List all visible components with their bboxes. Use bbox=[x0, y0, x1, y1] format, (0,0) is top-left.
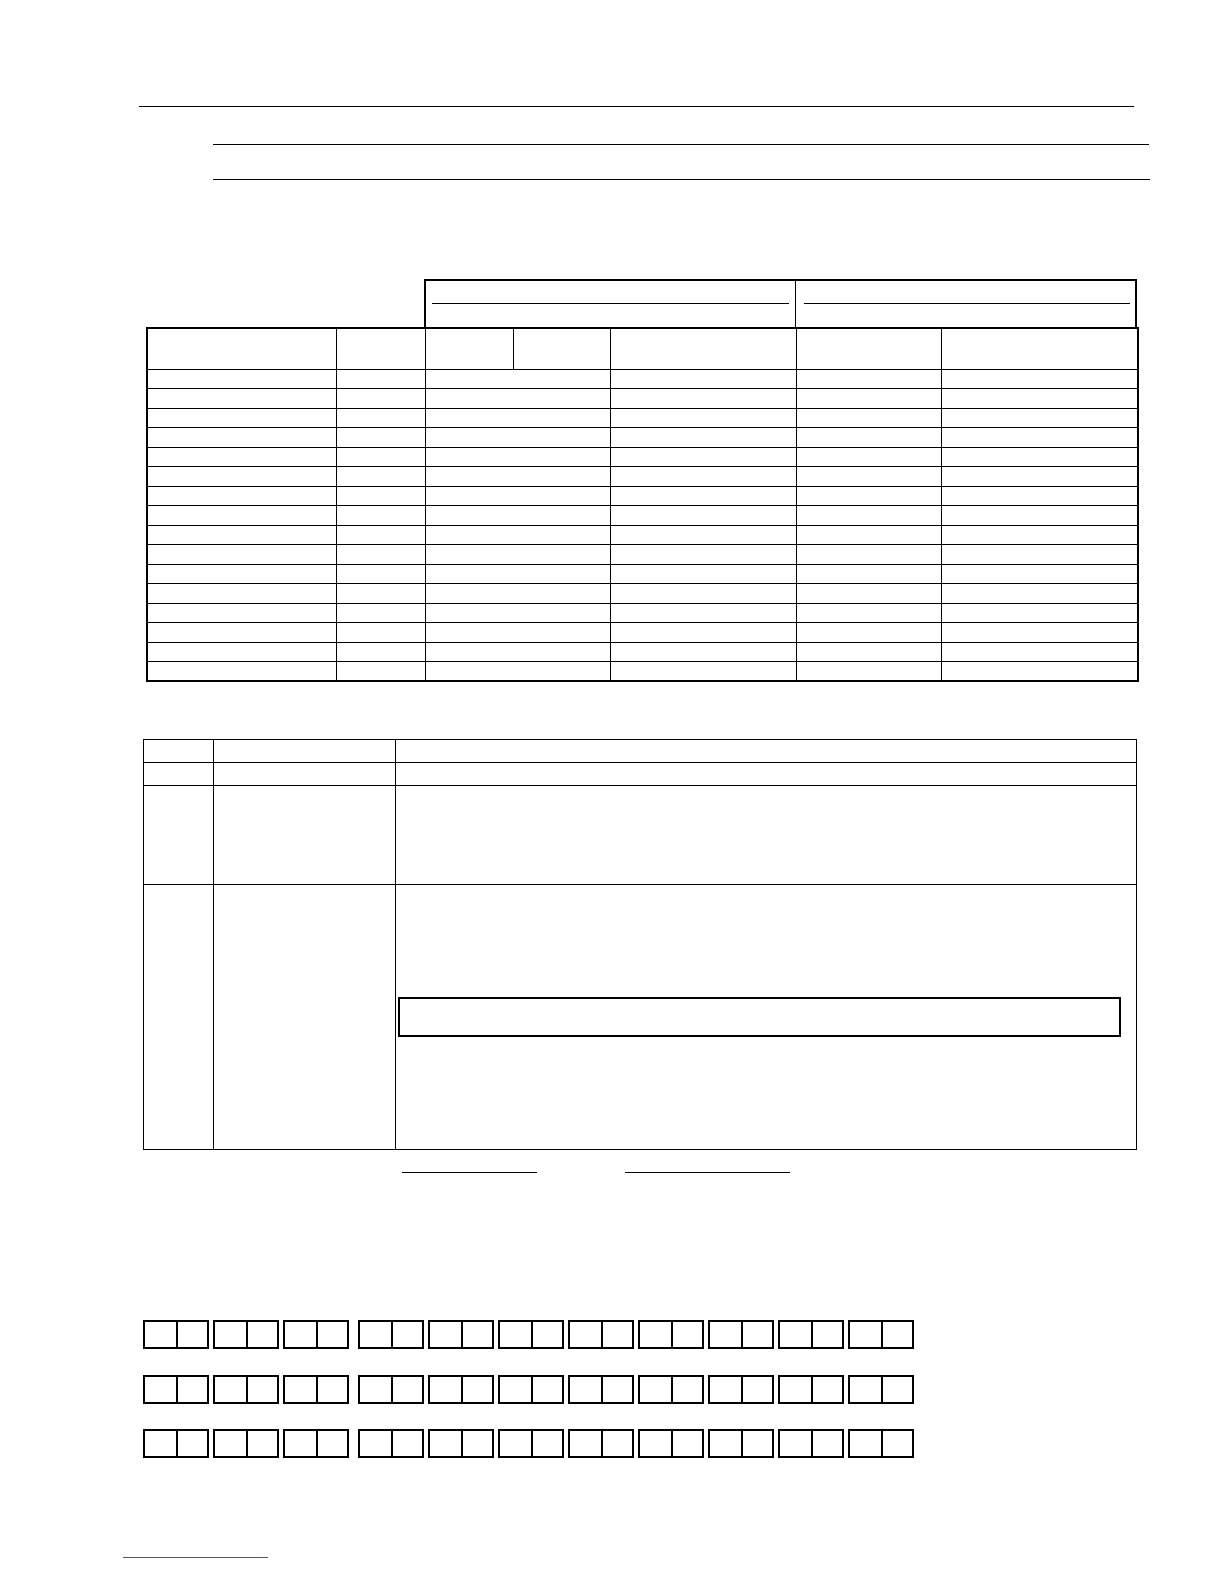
code-digit-pair bbox=[778, 1429, 844, 1458]
code-digit-box[interactable] bbox=[316, 1431, 347, 1456]
code-digit-pair bbox=[213, 1429, 279, 1458]
code-digit-box[interactable] bbox=[570, 1377, 601, 1402]
code-digit-pair bbox=[708, 1320, 774, 1349]
code-digit-box[interactable] bbox=[710, 1322, 741, 1347]
summary-row bbox=[147, 408, 1138, 428]
summary-cell[interactable] bbox=[147, 545, 336, 565]
summary-cell[interactable] bbox=[336, 662, 425, 682]
notes-cell bbox=[214, 763, 396, 786]
code-digit-box[interactable] bbox=[461, 1377, 492, 1402]
code-digit-box[interactable] bbox=[811, 1377, 842, 1402]
code-digit-box[interactable] bbox=[671, 1377, 702, 1402]
summary-cell[interactable] bbox=[610, 525, 796, 545]
code-digit-box[interactable] bbox=[285, 1377, 316, 1402]
summary-cell[interactable] bbox=[425, 603, 610, 623]
code-digit-box[interactable] bbox=[430, 1377, 461, 1402]
code-digit-box[interactable] bbox=[246, 1431, 277, 1456]
group-header-1-line bbox=[432, 303, 789, 304]
col-header-5 bbox=[610, 328, 796, 369]
summary-cell[interactable] bbox=[425, 584, 610, 604]
code-digit-pair bbox=[428, 1375, 494, 1404]
notes-cell bbox=[396, 763, 1137, 786]
summary-cell[interactable] bbox=[610, 506, 796, 526]
code-digit-pair bbox=[848, 1429, 914, 1458]
code-digit-box[interactable] bbox=[360, 1322, 391, 1347]
notes-cell bbox=[396, 786, 1137, 885]
summary-cell[interactable] bbox=[941, 584, 1138, 604]
footer-link[interactable] bbox=[123, 1557, 268, 1558]
summary-cell[interactable] bbox=[796, 545, 941, 565]
summary-cell[interactable] bbox=[425, 506, 610, 526]
code-digit-box[interactable] bbox=[671, 1431, 702, 1456]
code-digit-pair bbox=[848, 1375, 914, 1404]
summary-row bbox=[147, 467, 1138, 487]
code-digit-box[interactable] bbox=[531, 1431, 562, 1456]
code-digit-pair bbox=[283, 1320, 349, 1349]
code-grid-row bbox=[143, 1429, 918, 1458]
summary-cell[interactable] bbox=[796, 428, 941, 448]
code-digit-box[interactable] bbox=[500, 1322, 531, 1347]
code-digit-box[interactable] bbox=[671, 1322, 702, 1347]
code-digit-box[interactable] bbox=[710, 1431, 741, 1456]
summary-cell[interactable] bbox=[336, 389, 425, 409]
notes-table bbox=[143, 739, 1137, 1150]
summary-cell[interactable] bbox=[796, 467, 941, 487]
code-digit-pair bbox=[283, 1429, 349, 1458]
notes-cell bbox=[144, 786, 214, 885]
summary-cell[interactable] bbox=[336, 545, 425, 565]
summary-cell[interactable] bbox=[796, 584, 941, 604]
summary-cell[interactable] bbox=[147, 662, 336, 682]
summary-row bbox=[147, 506, 1138, 526]
code-digit-box[interactable] bbox=[215, 1377, 246, 1402]
summary-cell[interactable] bbox=[610, 564, 796, 584]
summary-cell[interactable] bbox=[941, 467, 1138, 487]
summary-cell[interactable] bbox=[425, 564, 610, 584]
summary-body bbox=[147, 369, 1138, 681]
summary-cell[interactable] bbox=[941, 564, 1138, 584]
summary-cell[interactable] bbox=[336, 447, 425, 467]
code-digit-box[interactable] bbox=[531, 1377, 562, 1402]
code-digit-box[interactable] bbox=[601, 1377, 632, 1402]
summary-cell[interactable] bbox=[941, 603, 1138, 623]
code-digit-box[interactable] bbox=[881, 1431, 912, 1456]
header-rule-3 bbox=[213, 179, 1150, 180]
code-digit-pair bbox=[428, 1429, 494, 1458]
col-header-4 bbox=[513, 328, 610, 369]
summary-cell[interactable] bbox=[336, 369, 425, 389]
summary-cell[interactable] bbox=[796, 389, 941, 409]
summary-cell[interactable] bbox=[147, 623, 336, 643]
summary-cell[interactable] bbox=[610, 486, 796, 506]
summary-cell[interactable] bbox=[336, 486, 425, 506]
summary-cell[interactable] bbox=[941, 545, 1138, 565]
summary-cell[interactable] bbox=[941, 525, 1138, 545]
code-digit-pair bbox=[498, 1320, 564, 1349]
code-digit-box[interactable] bbox=[176, 1431, 207, 1456]
code-digit-box[interactable] bbox=[780, 1322, 811, 1347]
code-digit-box[interactable] bbox=[640, 1322, 671, 1347]
summary-cell[interactable] bbox=[425, 389, 610, 409]
code-digit-pair bbox=[778, 1375, 844, 1404]
summary-cell[interactable] bbox=[336, 525, 425, 545]
summary-row bbox=[147, 428, 1138, 448]
summary-cell[interactable] bbox=[336, 623, 425, 643]
summary-cell[interactable] bbox=[336, 584, 425, 604]
summary-cell[interactable] bbox=[425, 467, 610, 487]
summary-cell[interactable] bbox=[147, 564, 336, 584]
summary-cell[interactable] bbox=[610, 467, 796, 487]
notes-cell bbox=[396, 740, 1137, 763]
summary-cell[interactable] bbox=[610, 428, 796, 448]
summary-cell[interactable] bbox=[941, 506, 1138, 526]
code-digit-pair bbox=[848, 1320, 914, 1349]
summary-cell[interactable] bbox=[796, 369, 941, 389]
code-digit-pair bbox=[428, 1320, 494, 1349]
group-header-divider bbox=[795, 281, 796, 327]
code-digit-box[interactable] bbox=[145, 1431, 176, 1456]
code-digit-pair bbox=[358, 1375, 424, 1404]
summary-cell[interactable] bbox=[147, 447, 336, 467]
notes-cell bbox=[144, 763, 214, 786]
summary-cell[interactable] bbox=[610, 408, 796, 428]
summary-cell[interactable] bbox=[941, 486, 1138, 506]
code-digit-box[interactable] bbox=[391, 1322, 422, 1347]
code-digit-pair bbox=[568, 1429, 634, 1458]
col-header-2 bbox=[336, 328, 425, 369]
code-digit-pair bbox=[143, 1429, 209, 1458]
code-digit-box[interactable] bbox=[850, 1377, 881, 1402]
code-digit-pair bbox=[568, 1375, 634, 1404]
summary-cell[interactable] bbox=[147, 506, 336, 526]
summary-cell[interactable] bbox=[941, 447, 1138, 467]
summary-cell[interactable] bbox=[425, 369, 610, 389]
code-digit-pair bbox=[708, 1375, 774, 1404]
summary-cell[interactable] bbox=[147, 389, 336, 409]
code-digit-box[interactable] bbox=[430, 1322, 461, 1347]
summary-row bbox=[147, 447, 1138, 467]
summary-cell[interactable] bbox=[425, 428, 610, 448]
summary-cell[interactable] bbox=[610, 642, 796, 662]
summary-cell[interactable] bbox=[147, 369, 336, 389]
summary-cell[interactable] bbox=[796, 642, 941, 662]
code-digit-box[interactable] bbox=[176, 1377, 207, 1402]
code-digit-box[interactable] bbox=[741, 1322, 772, 1347]
summary-cell[interactable] bbox=[147, 525, 336, 545]
code-digit-pair bbox=[143, 1375, 209, 1404]
code-digit-box[interactable] bbox=[246, 1322, 277, 1347]
code-digit-box[interactable] bbox=[500, 1431, 531, 1456]
code-digit-box[interactable] bbox=[811, 1322, 842, 1347]
code-grid-row bbox=[143, 1320, 918, 1349]
notes-row-2 bbox=[144, 763, 1137, 786]
summary-cell[interactable] bbox=[336, 408, 425, 428]
code-digit-box[interactable] bbox=[850, 1322, 881, 1347]
code-digit-pair bbox=[638, 1429, 704, 1458]
code-digit-box[interactable] bbox=[570, 1431, 601, 1456]
signature-line-2[interactable] bbox=[625, 1172, 790, 1173]
code-digit-box[interactable] bbox=[360, 1431, 391, 1456]
summary-cell[interactable] bbox=[147, 603, 336, 623]
code-digit-pair bbox=[638, 1375, 704, 1404]
summary-cell[interactable] bbox=[147, 642, 336, 662]
summary-cell[interactable] bbox=[425, 642, 610, 662]
summary-row bbox=[147, 662, 1138, 682]
code-digit-pair bbox=[708, 1429, 774, 1458]
col-header-3 bbox=[425, 328, 513, 369]
col-header-1 bbox=[147, 328, 336, 369]
summary-row bbox=[147, 545, 1138, 565]
summary-cell[interactable] bbox=[941, 428, 1138, 448]
code-digit-box[interactable] bbox=[640, 1431, 671, 1456]
notes-cell bbox=[144, 740, 214, 763]
code-digit-box[interactable] bbox=[741, 1377, 772, 1402]
summary-cell[interactable] bbox=[425, 662, 610, 682]
code-digit-box[interactable] bbox=[215, 1431, 246, 1456]
summary-cell[interactable] bbox=[941, 389, 1138, 409]
code-digit-box[interactable] bbox=[531, 1322, 562, 1347]
code-digit-box[interactable] bbox=[430, 1431, 461, 1456]
summary-cell[interactable] bbox=[610, 662, 796, 682]
code-digit-pair bbox=[143, 1320, 209, 1349]
summary-cell[interactable] bbox=[610, 603, 796, 623]
summary-cell[interactable] bbox=[941, 408, 1138, 428]
code-digit-box[interactable] bbox=[461, 1431, 492, 1456]
code-digit-pair bbox=[638, 1320, 704, 1349]
code-digit-pair bbox=[498, 1375, 564, 1404]
code-digit-box[interactable] bbox=[391, 1431, 422, 1456]
summary-cell[interactable] bbox=[796, 506, 941, 526]
code-digit-box[interactable] bbox=[391, 1377, 422, 1402]
code-digit-pair bbox=[213, 1375, 279, 1404]
summary-cell[interactable] bbox=[796, 486, 941, 506]
summary-row bbox=[147, 486, 1138, 506]
summary-row bbox=[147, 389, 1138, 409]
code-digit-pair bbox=[283, 1375, 349, 1404]
code-digit-box[interactable] bbox=[145, 1322, 176, 1347]
summary-cell[interactable] bbox=[336, 428, 425, 448]
summary-row bbox=[147, 623, 1138, 643]
notes-cell bbox=[214, 885, 396, 1150]
notes-row-3 bbox=[144, 786, 1137, 885]
summary-cell[interactable] bbox=[796, 564, 941, 584]
summary-cell[interactable] bbox=[336, 642, 425, 662]
summary-cell[interactable] bbox=[941, 369, 1138, 389]
code-digit-box[interactable] bbox=[215, 1322, 246, 1347]
code-digit-box[interactable] bbox=[780, 1431, 811, 1456]
code-digit-pair bbox=[358, 1429, 424, 1458]
code-grid-row bbox=[143, 1375, 918, 1404]
code-digit-box[interactable] bbox=[601, 1322, 632, 1347]
summary-cell[interactable] bbox=[336, 603, 425, 623]
group-header-2-line bbox=[804, 303, 1130, 304]
code-digit-box[interactable] bbox=[316, 1322, 347, 1347]
summary-cell[interactable] bbox=[425, 623, 610, 643]
summary-row bbox=[147, 584, 1138, 604]
code-digit-pair bbox=[213, 1320, 279, 1349]
summary-cell[interactable] bbox=[610, 389, 796, 409]
summary-cell[interactable] bbox=[610, 623, 796, 643]
code-digit-pair bbox=[568, 1320, 634, 1349]
code-digit-pair bbox=[358, 1320, 424, 1349]
code-digit-box[interactable] bbox=[881, 1377, 912, 1402]
summary-cell[interactable] bbox=[425, 545, 610, 565]
code-digit-box[interactable] bbox=[811, 1431, 842, 1456]
signature-line-1[interactable] bbox=[402, 1172, 537, 1173]
code-digit-box[interactable] bbox=[881, 1322, 912, 1347]
summary-cell[interactable] bbox=[147, 467, 336, 487]
code-digit-pair bbox=[778, 1320, 844, 1349]
summary-row bbox=[147, 564, 1138, 584]
summary-cell[interactable] bbox=[147, 428, 336, 448]
summary-cell[interactable] bbox=[796, 662, 941, 682]
summary-cell[interactable] bbox=[425, 525, 610, 545]
summary-cell[interactable] bbox=[336, 467, 425, 487]
summary-cell[interactable] bbox=[796, 447, 941, 467]
summary-cell[interactable] bbox=[610, 545, 796, 565]
code-digit-box[interactable] bbox=[850, 1431, 881, 1456]
code-digit-box[interactable] bbox=[285, 1431, 316, 1456]
code-digit-box[interactable] bbox=[285, 1322, 316, 1347]
summary-row bbox=[147, 369, 1138, 389]
code-digit-box[interactable] bbox=[316, 1377, 347, 1402]
code-digit-box[interactable] bbox=[176, 1322, 207, 1347]
code-digit-pair bbox=[498, 1429, 564, 1458]
summary-cell[interactable] bbox=[796, 623, 941, 643]
summary-row bbox=[147, 642, 1138, 662]
code-digit-box[interactable] bbox=[461, 1322, 492, 1347]
summary-cell[interactable] bbox=[425, 408, 610, 428]
summary-table bbox=[146, 327, 1139, 682]
summary-cell[interactable] bbox=[796, 525, 941, 545]
notes-row-1 bbox=[144, 740, 1137, 763]
code-digit-box[interactable] bbox=[570, 1322, 601, 1347]
summary-cell[interactable] bbox=[941, 623, 1138, 643]
notes-inner-box[interactable] bbox=[398, 997, 1121, 1037]
code-digit-box[interactable] bbox=[710, 1377, 741, 1402]
group-header-box bbox=[424, 279, 1137, 329]
summary-cell[interactable] bbox=[610, 447, 796, 467]
summary-cell[interactable] bbox=[610, 584, 796, 604]
summary-cell[interactable] bbox=[941, 642, 1138, 662]
summary-cell[interactable] bbox=[941, 662, 1138, 682]
summary-header-row bbox=[147, 328, 1138, 369]
summary-cell[interactable] bbox=[796, 408, 941, 428]
code-digit-box[interactable] bbox=[500, 1377, 531, 1402]
code-digit-box[interactable] bbox=[640, 1377, 671, 1402]
col-header-7 bbox=[941, 328, 1138, 369]
summary-cell[interactable] bbox=[425, 486, 610, 506]
code-digit-box[interactable] bbox=[741, 1431, 772, 1456]
summary-row bbox=[147, 603, 1138, 623]
notes-cell bbox=[144, 885, 214, 1150]
summary-cell[interactable] bbox=[425, 447, 610, 467]
summary-cell[interactable] bbox=[336, 506, 425, 526]
header-rule-2 bbox=[213, 144, 1149, 145]
summary-cell[interactable] bbox=[147, 408, 336, 428]
summary-row bbox=[147, 525, 1138, 545]
code-digit-box[interactable] bbox=[360, 1377, 391, 1402]
summary-cell[interactable] bbox=[147, 486, 336, 506]
notes-cell bbox=[214, 740, 396, 763]
summary-cell[interactable] bbox=[610, 369, 796, 389]
notes-cell bbox=[214, 786, 396, 885]
code-digit-box[interactable] bbox=[246, 1377, 277, 1402]
header-rule-1 bbox=[139, 106, 1134, 107]
code-digit-box[interactable] bbox=[601, 1431, 632, 1456]
summary-cell[interactable] bbox=[336, 564, 425, 584]
summary-cell[interactable] bbox=[796, 603, 941, 623]
code-digit-box[interactable] bbox=[780, 1377, 811, 1402]
code-digit-box[interactable] bbox=[145, 1377, 176, 1402]
summary-cell[interactable] bbox=[147, 584, 336, 604]
col-header-6 bbox=[796, 328, 941, 369]
